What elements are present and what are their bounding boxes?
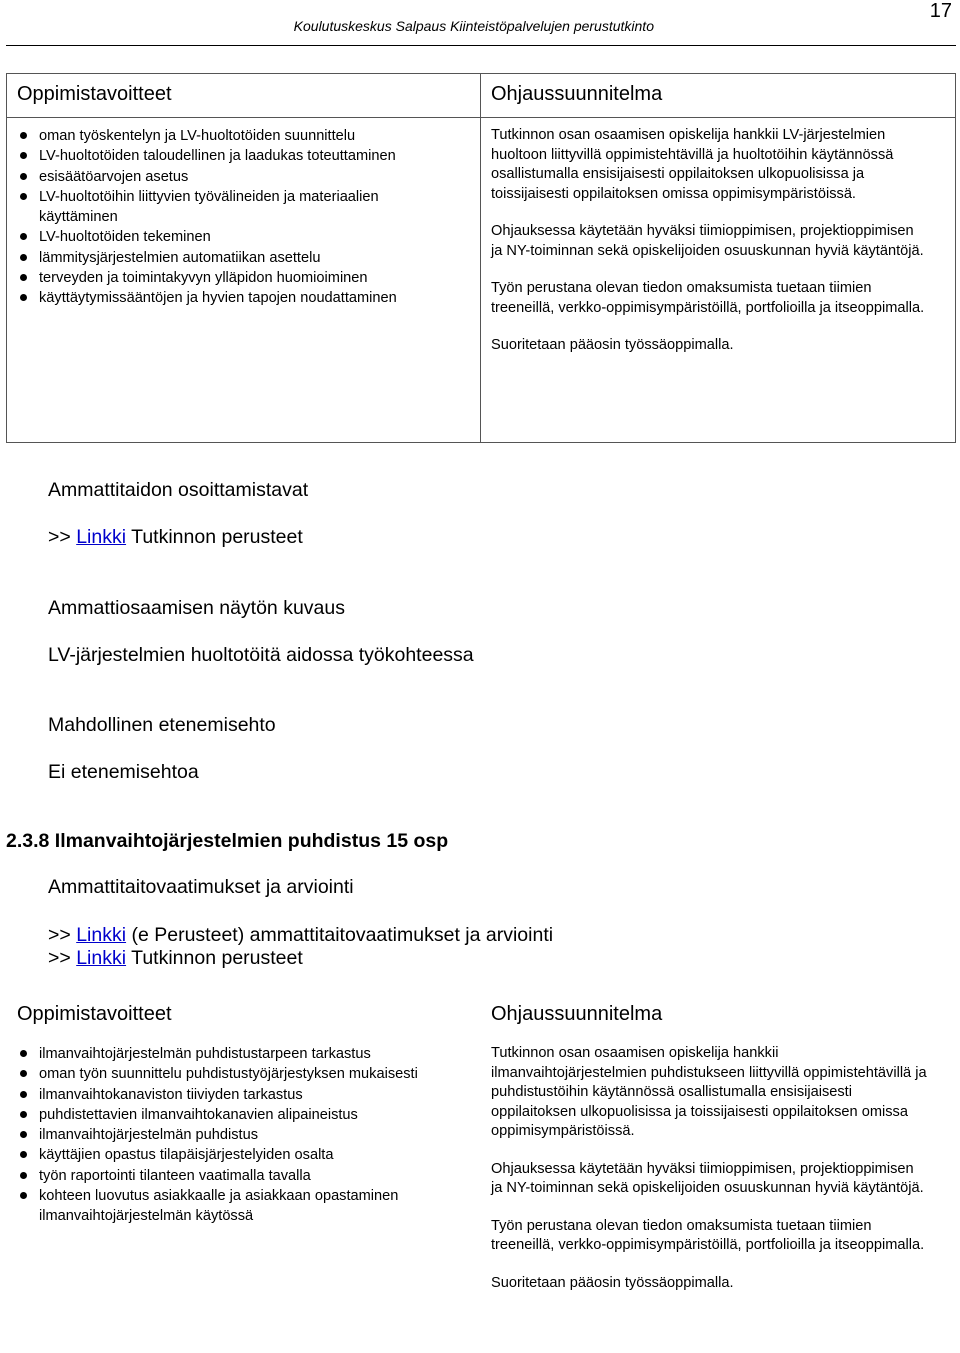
objectives-list bbox=[19, 126, 472, 309]
plan-heading: Ohjaussuunnitelma bbox=[491, 1003, 663, 1025]
objectives-plan-table-1 bbox=[6, 73, 956, 443]
plan-cell bbox=[481, 1038, 956, 1349]
e-perusteet-link[interactable]: Linkki bbox=[76, 924, 127, 946]
perusteet-link[interactable]: Linkki bbox=[76, 526, 127, 548]
objectives-heading: Oppimistavoitteet bbox=[17, 83, 172, 105]
tutkinnon-perusteet-link[interactable]: Linkki bbox=[76, 947, 127, 969]
list-item: LV-huoltotöiden taloudellinen ja laadukas toteuttaminen bbox=[19, 146, 472, 166]
list-item: käyttäjien opastus tilapäisjärjestelyiden osalta bbox=[19, 1145, 472, 1165]
link-prefix: >> bbox=[48, 924, 71, 946]
plan-paragraph: Suoritetaan pääosin työssäoppimalla. bbox=[491, 1274, 734, 1291]
objectives-heading-cell bbox=[7, 74, 481, 118]
running-header: Koulutuskeskus Salpaus Kiinteistöpalvelujen perustutkinto bbox=[293, 18, 654, 34]
header-rule bbox=[6, 45, 956, 46]
demo-description-text: LV-järjestelmien huoltotöitä aidossa työkohteessa bbox=[48, 644, 474, 666]
requirements-link-line bbox=[48, 924, 553, 946]
section-title: 2.3.8 Ilmanvaihtojärjestelmien puhdistus 15 osp bbox=[6, 830, 449, 852]
link-prefix: >> bbox=[48, 526, 71, 548]
page-number: 17 bbox=[929, 0, 952, 22]
progress-condition-text: Ei etenemisehtoa bbox=[48, 761, 199, 783]
link-prefix: >> bbox=[48, 947, 71, 969]
objectives-heading-cell bbox=[7, 994, 481, 1038]
list-item: ilmanvaihtojärjestelmän puhdistus bbox=[19, 1125, 472, 1145]
link-suffix: (e Perusteet) ammattitaitovaatimukset ja arviointi bbox=[131, 924, 554, 946]
list-item: kohteen luovutus asiakkaalle ja asiakkaan opastaminen ilmanvaihtojärjestelmän käytössä bbox=[19, 1186, 472, 1227]
list-item: lämmitysjärjestelmien automatiikan asettelu bbox=[19, 248, 472, 268]
plan-paragraph: Ohjauksessa käytetään hyväksi tiimioppimisen, projektioppimisen ja NY-toiminnan sekä opiskelijoiden osuuskunnan hyviä käytäntöjä. bbox=[491, 223, 924, 259]
plan-paragraph: Tutkinnon osan osaamisen opiskelija hankkii LV-järjestelmien huoltoon liittyvillä oppimistehtävillä ja huoltotöihin käytännössä osallistumalla ensisijaisesti oppilaitoksen ulkopuolisissa ja toissijaisesti oppilaitoksen omissa oppimisympäristöissä. bbox=[491, 127, 894, 202]
demo-methods-heading: Ammattitaidon osoittamistavat bbox=[48, 479, 309, 501]
objectives-cell bbox=[7, 1038, 481, 1349]
plan-paragraph: Työn perustana olevan tiedon omaksumista tuetaan tiimien treeneillä, verkko-oppimisympäristöillä, portfolioilla ja itseoppimalla. bbox=[491, 1217, 925, 1253]
list-item: oman työn suunnittelu puhdistustyöjärjestyksen mukaisesti bbox=[19, 1064, 472, 1084]
list-item: terveyden ja toimintakyvyn ylläpidon huomioiminen bbox=[19, 268, 472, 288]
list-item: puhdistettavien ilmanvaihtokanavien alipaineistus bbox=[19, 1105, 472, 1125]
objectives-plan-table-2 bbox=[6, 993, 956, 1349]
plan-heading: Ohjaussuunnitelma bbox=[491, 83, 663, 105]
demo-description-heading: Ammattiosaamisen näytön kuvaus bbox=[48, 597, 345, 619]
plan-cell bbox=[481, 118, 956, 443]
objectives-list bbox=[19, 1044, 472, 1227]
objectives-cell bbox=[7, 118, 481, 443]
progress-condition-heading: Mahdollinen etenemisehto bbox=[48, 714, 276, 736]
list-item: ilmanvaihtojärjestelmän puhdistustarpeen tarkastus bbox=[19, 1044, 472, 1064]
link-suffix: Tutkinnon perusteet bbox=[131, 526, 303, 548]
list-item: oman työskentelyn ja LV-huoltotöiden suunnittelu bbox=[19, 126, 472, 146]
plan-heading-cell bbox=[481, 994, 956, 1038]
objectives-heading: Oppimistavoitteet bbox=[17, 1003, 172, 1025]
list-item: käyttäytymissääntöjen ja hyvien tapojen noudattaminen bbox=[19, 288, 472, 308]
perusteet-link-line bbox=[48, 947, 303, 969]
link-suffix: Tutkinnon perusteet bbox=[131, 947, 303, 969]
plan-paragraph: Tutkinnon osan osaamisen opiskelija hankkii ilmanvaihtojärjestelmien puhdistukseen liittyvillä oppimistehtävillä ja puhdistustöihin käytännössä osallistumalla ensisijaisesti oppilaitoksen ulkopuolisissa ja toissijaisesti oppilaitoksen omissa oppimisympäristöissä. bbox=[491, 1045, 927, 1139]
list-item: ilmanvaihtokanaviston tiiviyden tarkastus bbox=[19, 1085, 472, 1105]
plan-paragraph: Työn perustana olevan tiedon omaksumista tuetaan tiimien treeneillä, verkko-oppimisympäristöillä, portfolioilla ja itseoppimalla. bbox=[491, 280, 925, 316]
plan-paragraph: Ohjauksessa käytetään hyväksi tiimioppimisen, projektioppimisen ja NY-toiminnan sekä opiskelijoiden osuuskunnan hyviä käytäntöjä. bbox=[491, 1160, 924, 1196]
list-item: LV-huoltotöihin liittyvien työvälineiden ja materiaalien käyttäminen bbox=[19, 187, 472, 228]
requirements-heading: Ammattitaitovaatimukset ja arviointi bbox=[48, 876, 354, 898]
list-item: työn raportointi tilanteen vaatimalla tavalla bbox=[19, 1166, 472, 1186]
plan-heading-cell bbox=[481, 74, 956, 118]
plan-paragraph: Suoritetaan pääosin työssäoppimalla. bbox=[491, 337, 734, 353]
demo-link-line bbox=[48, 526, 303, 548]
list-item: esisäätöarvojen asetus bbox=[19, 167, 472, 187]
list-item: LV-huoltotöiden tekeminen bbox=[19, 227, 472, 247]
